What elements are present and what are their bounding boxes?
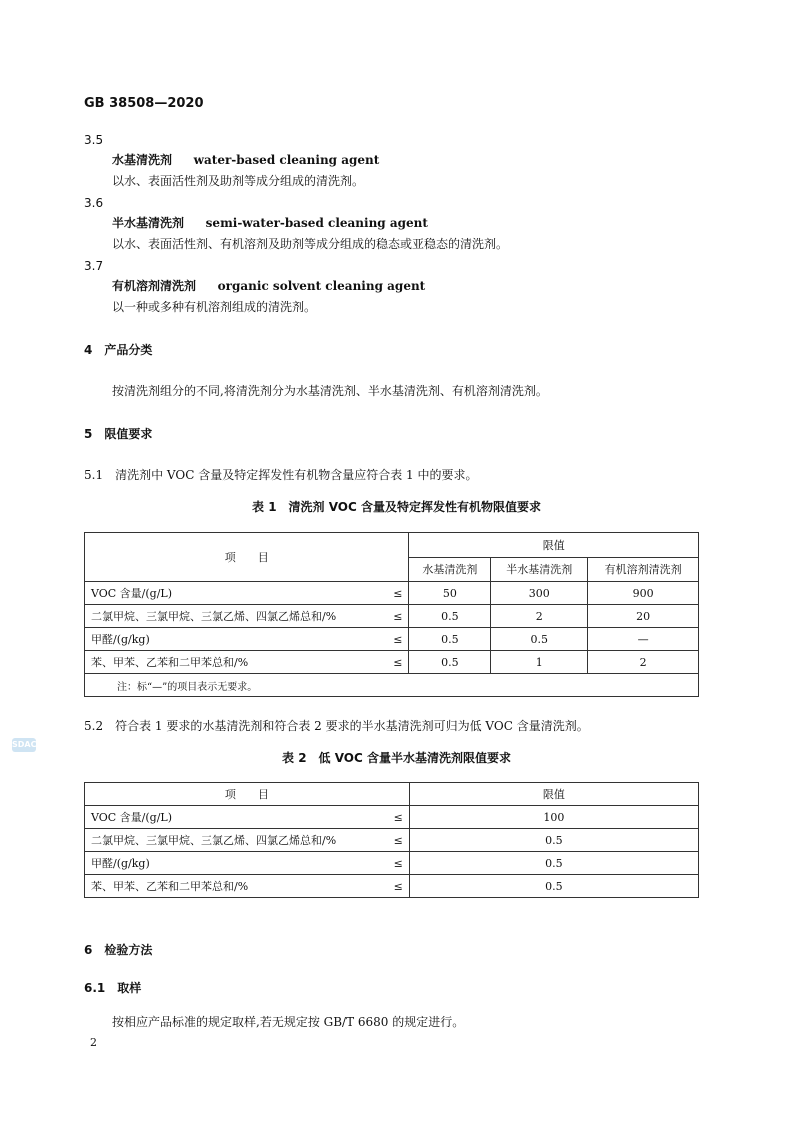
table-header-limit: 限值	[409, 533, 699, 558]
table-cell: 0.5	[491, 628, 588, 651]
leq-symbol: ≤	[393, 609, 403, 623]
table-row	[85, 628, 699, 651]
term-definition: 以一种或多种有机溶剂组成的清洗剂。	[112, 300, 317, 314]
table-header-limit: 限值	[409, 783, 698, 806]
row-label-cell	[85, 829, 410, 852]
term-entry	[112, 153, 379, 168]
subsection-heading: 6.1 取样	[84, 981, 142, 995]
clause-number: 3.6	[84, 196, 104, 210]
leq-symbol: ≤	[393, 879, 403, 893]
leq-symbol: ≤	[393, 810, 403, 824]
row-label: 苯、甲苯、乙苯和二甲苯总和/%	[91, 656, 249, 669]
table-row	[85, 875, 699, 898]
table-cell: 100	[409, 806, 698, 829]
leq-symbol: ≤	[393, 655, 403, 669]
row-label-cell	[85, 651, 409, 674]
term-definition: 以水、表面活性剂及助剂等成分组成的清洗剂。	[112, 174, 365, 188]
row-label: VOC 含量/(g/L)	[91, 587, 173, 600]
table-cell: 0.5	[409, 852, 698, 875]
row-label-cell	[85, 852, 410, 875]
paragraph: 5.1 清洗剂中 VOC 含量及特定挥发性有机物含量应符合表 1 中的要求。	[84, 468, 478, 482]
table-cell: 0.5	[409, 628, 491, 651]
paragraph: 按相应产品标准的规定取样,若无规定按 GB/T 6680 的规定进行。	[112, 1015, 465, 1029]
table-row	[85, 829, 699, 852]
term-en: water-based cleaning agent	[193, 153, 380, 167]
table-row	[85, 651, 699, 674]
term-cn: 半水基清洗剂	[112, 216, 185, 230]
table-title: 表 1 清洗剂 VOC 含量及特定挥发性有机物限值要求	[252, 500, 541, 514]
section-heading: 6 检验方法	[84, 943, 153, 957]
row-label: VOC 含量/(g/L)	[91, 811, 173, 824]
table-cell: 300	[491, 582, 588, 605]
term-entry	[112, 279, 425, 294]
table-row	[85, 806, 699, 829]
section-heading: 4 产品分类	[84, 343, 153, 357]
column-header: 半水基清洗剂	[491, 557, 588, 582]
term-definition: 以水、表面活性剂、有机溶剂及助剂等成分组成的稳态或亚稳态的清洗剂。	[112, 237, 509, 251]
table-row	[85, 852, 699, 875]
table-header-item: 项 目	[85, 533, 409, 582]
term-en: semi-water-based cleaning agent	[205, 216, 428, 230]
column-header: 有机溶剂清洗剂	[588, 557, 699, 582]
row-label-cell	[85, 806, 410, 829]
clause-number: 3.7	[84, 259, 104, 273]
table-cell: 20	[588, 605, 699, 628]
row-label: 二氯甲烷、三氯甲烷、三氯乙烯、四氯乙烯总和/%	[91, 834, 337, 847]
table-cell: 0.5	[409, 875, 698, 898]
row-label-cell	[85, 628, 409, 651]
table-header-item: 项 目	[85, 783, 410, 806]
table-1	[84, 532, 699, 697]
leq-symbol: ≤	[393, 856, 403, 870]
watermark-logo: SDAC	[12, 738, 36, 752]
table-cell: 0.5	[409, 651, 491, 674]
row-label-cell	[85, 875, 410, 898]
paragraph: 按清洗剂组分的不同,将清洗剂分为水基清洗剂、半水基清洗剂、有机溶剂清洗剂。	[112, 384, 548, 398]
table-cell: —	[588, 628, 699, 651]
table-cell: 2	[491, 605, 588, 628]
leq-symbol: ≤	[393, 586, 403, 600]
standard-code: GB 38508—2020	[84, 96, 204, 111]
term-cn: 有机溶剂清洗剂	[112, 279, 197, 293]
row-label: 苯、甲苯、乙苯和二甲苯总和/%	[91, 880, 249, 893]
table-cell: 1	[491, 651, 588, 674]
leq-symbol: ≤	[393, 632, 403, 646]
row-label: 二氯甲烷、三氯甲烷、三氯乙烯、四氯乙烯总和/%	[91, 610, 337, 623]
column-header: 水基清洗剂	[409, 557, 491, 582]
row-label: 甲醛/(g/kg)	[91, 857, 150, 870]
table-title: 表 2 低 VOC 含量半水基清洗剂限值要求	[282, 751, 511, 765]
row-label: 甲醛/(g/kg)	[91, 633, 150, 646]
table-row	[85, 605, 699, 628]
paragraph: 5.2 符合表 1 要求的水基清洗剂和符合表 2 要求的半水基清洗剂可归为低 VOC 含量清洗剂。	[84, 719, 589, 733]
table-note: 注：标“—”的项目表示无要求。	[85, 674, 699, 697]
table-cell: 50	[409, 582, 491, 605]
table-cell: 0.5	[409, 605, 491, 628]
row-label-cell	[85, 605, 409, 628]
term-entry	[112, 216, 428, 231]
row-label-cell	[85, 582, 409, 605]
section-heading: 5 限值要求	[84, 427, 153, 441]
term-cn: 水基清洗剂	[112, 153, 173, 167]
table-2	[84, 782, 699, 898]
clause-number: 3.5	[84, 133, 104, 147]
leq-symbol: ≤	[393, 833, 403, 847]
table-cell: 0.5	[409, 829, 698, 852]
page-number: 2	[90, 1036, 97, 1049]
table-cell: 2	[588, 651, 699, 674]
table-row	[85, 582, 699, 605]
term-en: organic solvent cleaning agent	[217, 279, 426, 293]
table-cell: 900	[588, 582, 699, 605]
